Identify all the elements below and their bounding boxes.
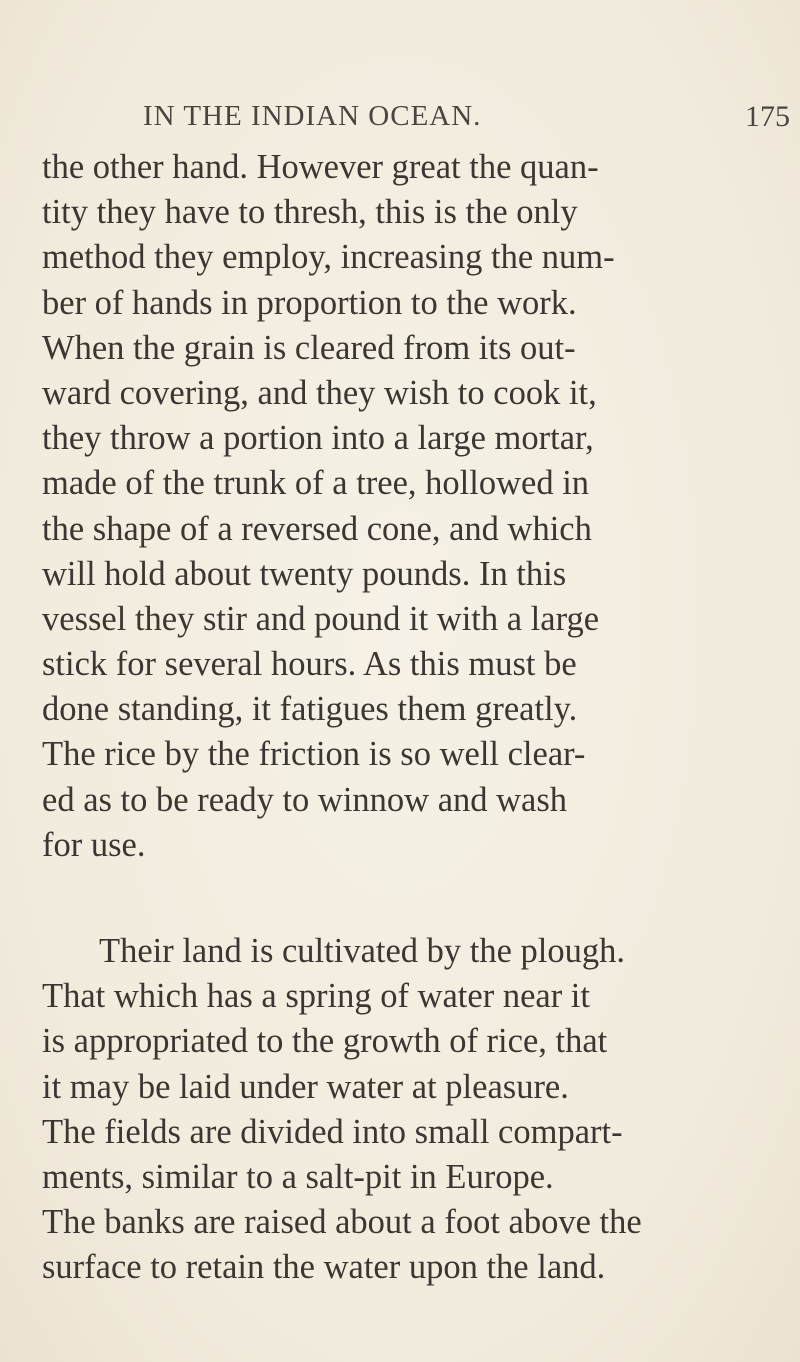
page-number: 175 bbox=[745, 100, 790, 133]
text-line: The rice by the friction is so well clear- bbox=[42, 735, 586, 774]
text-line: The banks are raised about a foot above the bbox=[42, 1203, 642, 1242]
text-line: ward covering, and they wish to cook it, bbox=[42, 373, 597, 412]
text-line: ed as to be ready to winnow and wash bbox=[42, 780, 568, 819]
text-line: is appropriated to the growth of rice, that bbox=[42, 1022, 608, 1061]
text-line: stick for several hours. As this must be bbox=[42, 645, 577, 684]
text-line: made of the trunk of a tree, hollowed in bbox=[42, 464, 590, 503]
text-line: it may be laid under water at pleasure. bbox=[42, 1067, 569, 1106]
text-line: tity they have to thresh, this is the only bbox=[42, 193, 578, 232]
text-line: When the grain is cleared from its out- bbox=[42, 328, 576, 367]
running-head: IN THE INDIAN OCEAN. bbox=[143, 100, 482, 132]
text-line: will hold about twenty pounds. In this bbox=[42, 554, 567, 593]
paragraph-2 bbox=[42, 929, 797, 1291]
text-line: they throw a portion into a large mortar, bbox=[42, 419, 594, 458]
text-line: ber of hands in proportion to the work. bbox=[42, 283, 577, 322]
text-line: the other hand. However great the quan- bbox=[42, 148, 599, 186]
text-line: for use. bbox=[42, 825, 146, 864]
text-line: vessel they stir and pound it with a large bbox=[42, 599, 600, 638]
paragraph-break bbox=[42, 868, 797, 929]
text-line: method they employ, increasing the num- bbox=[42, 238, 615, 277]
text-line: ments, similar to a salt-pit in Europe. bbox=[42, 1157, 554, 1196]
body-text bbox=[42, 145, 797, 1291]
text-line: the shape of a reversed cone, and which bbox=[42, 509, 592, 548]
paragraph-1 bbox=[42, 145, 797, 868]
text-line: surface to retain the water upon the land. bbox=[42, 1248, 606, 1287]
text-line: That which has a spring of water near it bbox=[42, 977, 590, 1016]
text-line: done standing, it fatigues them greatly. bbox=[42, 690, 578, 729]
text-line: The fields are divided into small compart- bbox=[42, 1112, 623, 1151]
text-line: Their land is cultivated by the plough. bbox=[99, 932, 626, 970]
